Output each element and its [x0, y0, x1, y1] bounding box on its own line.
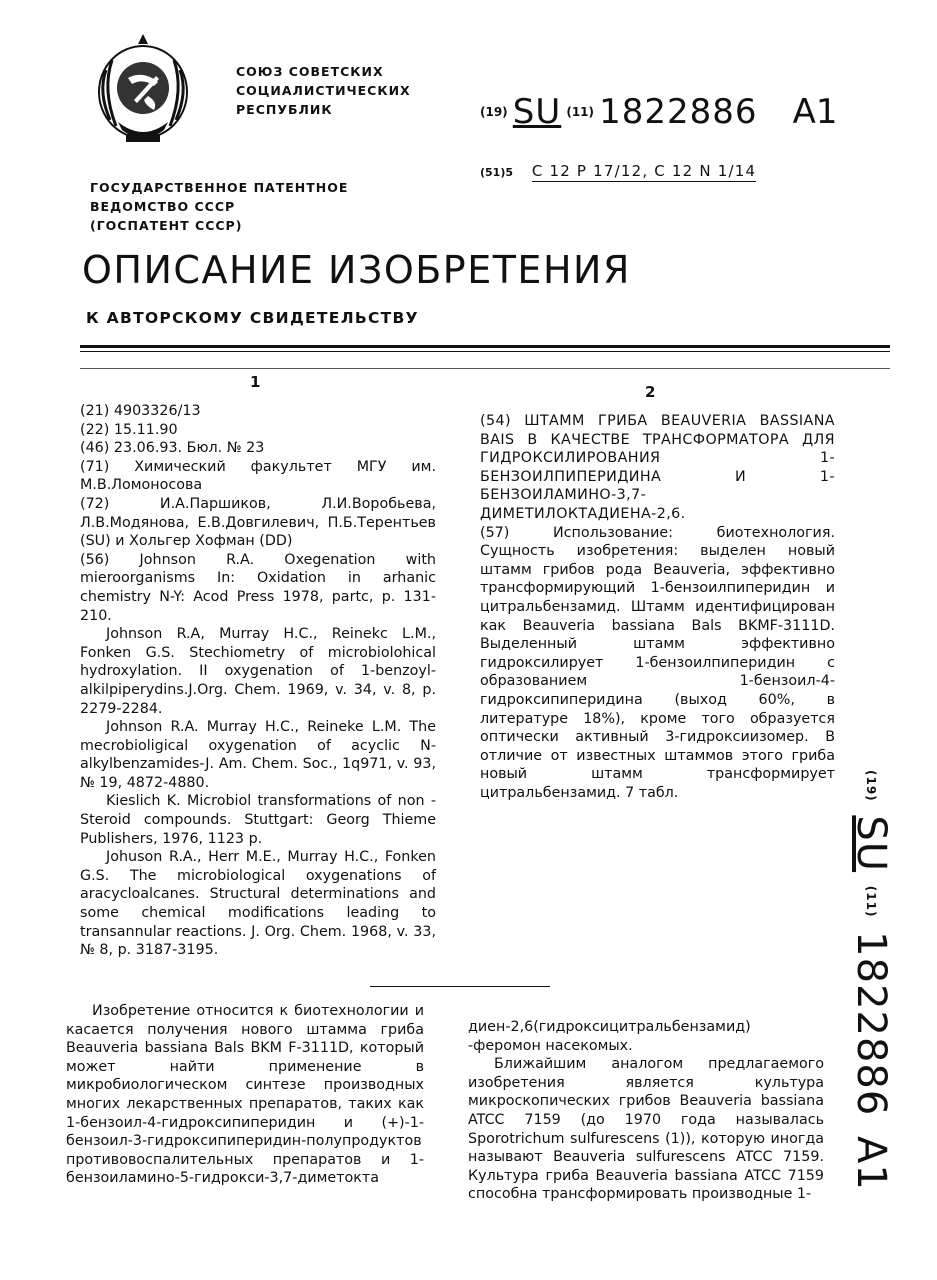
field-22: (22) 15.11.90: [80, 421, 178, 438]
ipc-classification: [480, 162, 756, 180]
ussr-line: СОЦИАЛИСТИЧЕСКИХ: [236, 83, 411, 98]
document-title: ОПИСАНИЕ ИЗОБРЕТЕНИЯ: [82, 248, 631, 292]
description-paragraph: Изобретение относится к биотехнологии и касается получения нового штамма гриба Beauveria bassiana Bals BKM F-3111D, который может найти применение в микробиологическом синтезе производных многих лекарственных препаратов, таких как 1-бензоил-4-гидроксипиперидин и (+)-1-бензоил-3-гидроксипиперидин-полупродуктов противовоспалительных препаратов и 1-бензоиламино-5-гидрокси-3,7-диметокта: [66, 1003, 424, 1187]
agency-line: ВЕДОМСТВО СССР: [90, 199, 236, 214]
inid-19-vertical: (19): [864, 770, 878, 802]
inid-19: (19): [480, 105, 508, 119]
reference-item: Johnson R.A, Murray H.C., Reinekc L.M., Fonken G.S. Stechiometry of microbiolohical hydroxylation. II oxygenation of 1-benzoyl-alkilpiperydins.J.Org. Chem. 1969, v. 34, v. 8, p. 2279-2284.: [80, 626, 436, 717]
section-divider: [370, 986, 550, 987]
column-header-rule: [80, 368, 890, 369]
ipc-codes: С 12 Р 17/12, С 12 N 1/14: [531, 162, 757, 180]
field-46: (46) 23.06.93. Бюл. № 23: [80, 440, 265, 457]
agency-line: ГОСУДАРСТВЕННОЕ ПАТЕНТНОЕ: [90, 180, 349, 195]
country-code-vertical: SU: [848, 815, 894, 873]
field-71: (71) Химический факультет МГУ им. М.В.Ломоносова: [80, 458, 436, 494]
header-rule-thin: [80, 351, 890, 352]
agency-line: (ГОСПАТЕНТ СССР): [90, 218, 243, 233]
reference-item: Johnson R.A. Murray H.C., Reineke L.M. The mecrobioligical oxygenation of acyclic N-alkylbenzamides-J. Am. Chem. Soc., 1q971, v. 93, № 19, 4872-4880.: [80, 719, 436, 791]
inid-11: (11): [566, 105, 594, 119]
inid-11-vertical: (11): [864, 885, 878, 918]
bibliographic-data: [80, 402, 436, 960]
abstract-57: (57) Использование: биотехнология. Сущность изобретения: выделен новый штамм грибов рода Beauveria, эффективно трансформирующий 1-бензоилпиперидин и цитральбензамид. Штамм идентифицирован как Beauveria bassiana Bals BKMF-3111D. Выделенный штамм эффективно гидроксилирует 1-бензоилпиперидин с образованием 1-бензоил-4-гидроксипиперидина (выход 60%, в литературе 18%), кроме того образуется оптически активный 3-гидроксиизомер. В отличие от известных штаммов этого гриба новый штамм трансформирует цитральбензамид. 7 табл.: [480, 524, 835, 801]
invention-title-54: (54) ШТАММ ГРИБА BEAUVERIA BASSIANA BAIS В КАЧЕСТВЕ ТРАНСФОРМАТОРА ДЛЯ ГИДРОКСИЛИРОВАНИЯ 1-БЕНЗОИЛПИПЕРИДИНА И 1-БЕНЗОИЛАМИНО-3,7-ДИМЕТИЛОКТАДИЕНА-2,6.: [480, 413, 835, 522]
field-72: (72) И.А.Паршиков, Л.И.Воробьева, Л.В.Модянова, Е.В.Довгилевич, П.Б.Терентьев (SU) и Хольгер Хофман (DD): [80, 495, 436, 550]
patent-number-line: [480, 92, 838, 132]
description-paragraph: диен-2,6(гидроксицитральбензамид) -феромон насекомых.: [468, 1019, 751, 1054]
description-paragraph: Ближайшим аналогом предлагаемого изобретения является культура микроскопических грибов Beauveria bassiana ATCC 7159 (до 1970 года называлась Sporotrichum sulfurescens (1)), которую иногда называют Beauveria sulfurescens ATCC 7159. Культура гриба Beauveria bassiana ATCC 7159 способна трансформировать производные 1-: [468, 1056, 824, 1203]
agency-name: [90, 178, 348, 235]
ussr-line: РЕСПУБЛИК: [236, 102, 333, 117]
description-right: [468, 1018, 824, 1204]
kind-code-vertical: A1: [848, 1136, 894, 1191]
vertical-patent-number: [846, 770, 906, 1191]
reference-item: Kieslich K. Microbiol transformations of non - Steroid compounds. Stuttgart: Georg Thieme Publishers, 1976, 1123 p.: [80, 793, 436, 847]
country-code: SU: [512, 92, 562, 132]
field-56: (56) Johnson R.A. Oxegenation with mieroorganisms In: Oxidation in arhanic chemistry N-Y: Acod Press 1978, partc, p. 131-210.: [80, 551, 436, 624]
column-number-2: 2: [645, 383, 656, 401]
patent-number-vertical: 1822886: [848, 931, 894, 1117]
abstract-block: [480, 412, 835, 802]
column-number-1: 1: [250, 373, 261, 391]
reference-item: Johuson R.A., Herr M.E., Murray H.C., Fonken G.S. The microbiological oxygenations of aracycloalcanes. Structural determinations and some chemical modifications leading to transannular reactions. J. Org. Chem. 1968, v. 33, № 8, p. 3187-3195.: [80, 849, 436, 959]
description-left: [66, 1002, 424, 1188]
field-21: (21) 4903326/13: [80, 403, 201, 419]
kind-code: A1: [792, 92, 838, 132]
header-rule-thick: [80, 345, 890, 348]
ussr-name: [236, 62, 411, 119]
ussr-emblem: [88, 30, 198, 148]
patent-number: 1822886: [599, 92, 758, 132]
ussr-line: СОЮЗ СОВЕТСКИХ: [236, 64, 384, 79]
document-subtitle: К АВТОРСКОМУ СВИДЕТЕЛЬСТВУ: [86, 309, 419, 327]
inid-51: (51)5: [480, 166, 514, 179]
